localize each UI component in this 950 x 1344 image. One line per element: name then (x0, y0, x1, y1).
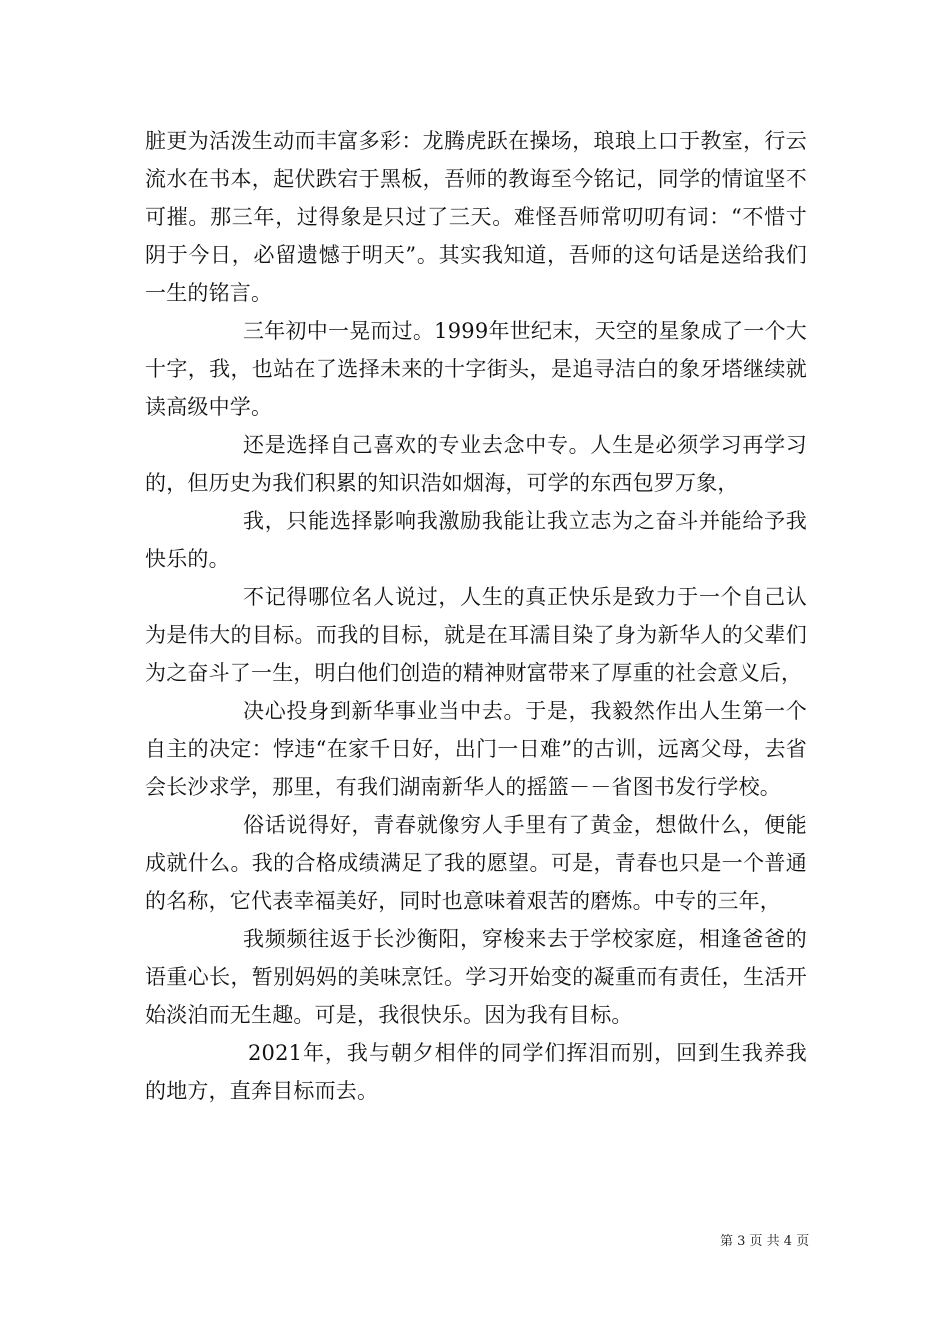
paragraph-9: 2021年，我与朝夕相伴的同学们挥泪而别，回到生我养我的地方，直奔目标而去。 (145, 1041, 807, 1103)
paragraph-5: 不记得哪位名人说过，人生的真正快乐是致力于一个自己认为是伟大的目标。而我的目标，就是在耳濡目染了身为新华人的父辈们为之奋斗了一生，明白他们创造的精神财富带来了厚重的社会意义后， (145, 585, 807, 685)
paragraph-8: 我频频往返于长沙衡阳，穿梭来去于学校家庭，相逢爸爸的语重心长，暂别妈妈的美味烹饪。学习开始变的凝重而有责任，生活开始淡泊而无生趣。可是，我很快乐。因为我有目标。 (145, 927, 807, 1027)
paragraph-2: 三年初中一晃而过。1999年世纪末，天空的星象成了一个大十字，我，也站在了选择未来的十字街头，是追寻洁白的象牙塔继续就读高级中学。 (145, 319, 807, 419)
paragraph-7: 俗话说得好，青春就像穷人手里有了黄金，想做什么，便能成就什么。我的合格成绩满足了我的愿望。可是，青春也只是一个普通的名称，它代表幸福美好，同时也意味着艰苦的磨炼。中专的三年， (145, 813, 807, 913)
page-number-footer: 第 3 页 共 4 页 (720, 1234, 810, 1249)
body-text (145, 122, 807, 1110)
paragraph-6: 决心投身到新华事业当中去。于是，我毅然作出人生第一个自主的决定：悖违“在家千日好，出门一日难”的古训，远离父母，去省会长沙求学，那里，有我们湖南新华人的摇篮－－省图书发行学校。 (145, 699, 807, 799)
paragraph-3: 还是选择自己喜欢的专业去念中专。人生是必须学习再学习的，但历史为我们积累的知识浩如烟海，可学的东西包罗万象， (145, 433, 807, 495)
paragraph-1: 脏更为活泼生动而丰富多彩：龙腾虎跃在操场，琅琅上口于教室，行云流水在书本，起伏跌宕于黑板，吾师的教诲至今铭记，同学的情谊坚不可摧。那三年，过得象是只过了三天。难怪吾师常叨叨有词：“不惜寸阴于今日，必留遗憾于明天”。其实我知道，吾师的这句话是送给我们一生的铭言。 (145, 129, 807, 305)
paragraph-4: 我，只能选择影响我激励我能让我立志为之奋斗并能给予我快乐的。 (145, 509, 807, 571)
